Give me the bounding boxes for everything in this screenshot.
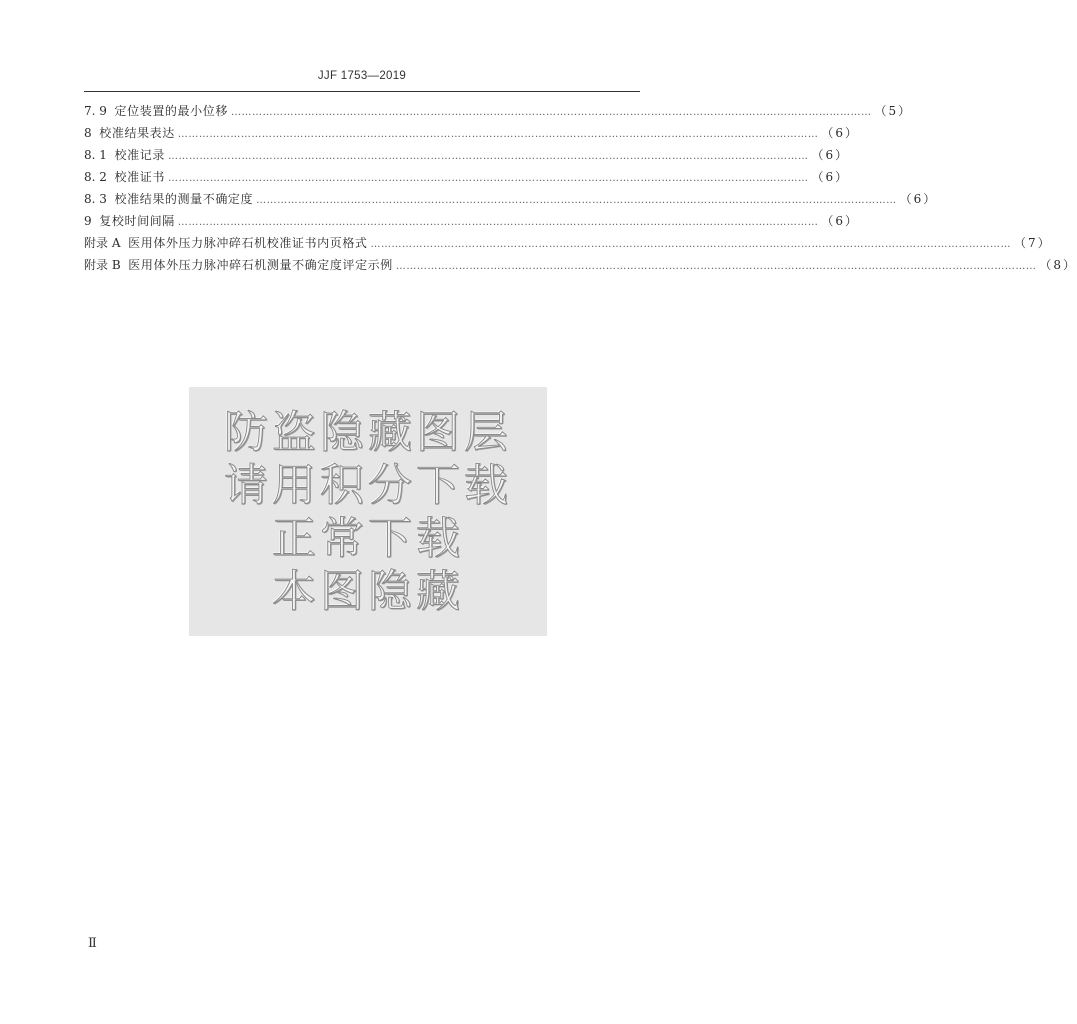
toc-entry-title: 医用体外压力脉冲碎石机测量不确定度评定示例 bbox=[128, 258, 393, 272]
toc-entry-number: 8 bbox=[84, 126, 100, 140]
toc-dot-leader: ………………………………………………………………………………………………………………………………………………………………… bbox=[256, 195, 897, 206]
toc-dot-leader: ………………………………………………………………………………………………………………………………………………………………… bbox=[177, 217, 819, 228]
toc-entry-title: 定位装置的最小位移 bbox=[114, 104, 228, 118]
toc-entry[interactable] bbox=[84, 188, 938, 210]
watermark-line: 防盗隐藏图层 bbox=[224, 406, 512, 458]
toc-entry-page: （6） bbox=[899, 192, 938, 206]
toc-entry-page: （6） bbox=[811, 148, 850, 162]
toc-entry-title: 医用体外压力脉冲碎石机校准证书内页格式 bbox=[128, 236, 368, 250]
toc-entry[interactable] bbox=[84, 210, 860, 232]
toc-entry-page: （6） bbox=[821, 126, 860, 140]
toc-entry-number: 8. 1 bbox=[84, 148, 115, 162]
toc-entry-page: （7） bbox=[1014, 236, 1052, 250]
toc-entry[interactable] bbox=[84, 122, 860, 144]
toc-entry-number: 附录 B bbox=[84, 258, 129, 272]
toc-entry[interactable] bbox=[84, 254, 1077, 276]
toc-dot-leader: ………………………………………………………………………………………………………………………………………………………………… bbox=[177, 129, 819, 140]
watermark-line: 本图隐藏 bbox=[272, 565, 464, 617]
toc-entry-page: （6） bbox=[821, 214, 860, 228]
toc-entry-page: （8） bbox=[1039, 258, 1077, 272]
toc-entry-title: 校准结果的测量不确定度 bbox=[114, 192, 254, 206]
toc-dot-leader: ………………………………………………………………………………………………………………………………………………………………… bbox=[167, 151, 809, 162]
toc-entry-number: 9 bbox=[84, 214, 100, 228]
toc-entry[interactable] bbox=[84, 100, 913, 122]
toc-dot-leader: ………………………………………………………………………………………………………………………………………………………………… bbox=[395, 261, 1037, 272]
toc-entry[interactable] bbox=[84, 232, 1052, 254]
toc-entry[interactable] bbox=[84, 144, 850, 166]
toc-entry-title: 校准证书 bbox=[114, 170, 165, 184]
watermark-line: 请用积分下载 bbox=[224, 459, 512, 511]
toc-entry-number: 8. 3 bbox=[84, 192, 115, 206]
toc-entry-number: 8. 2 bbox=[84, 170, 115, 184]
toc-entry-title: 校准结果表达 bbox=[99, 126, 175, 140]
toc-dot-leader: ………………………………………………………………………………………………………………………………………………………………… bbox=[167, 173, 809, 184]
document-code-header: JJF 1753—2019 bbox=[317, 70, 407, 82]
toc-entry-title: 校准记录 bbox=[114, 148, 165, 162]
table-of-contents bbox=[84, 100, 1077, 276]
toc-entry-page: （6） bbox=[811, 170, 850, 184]
toc-entry-page: （5） bbox=[874, 104, 913, 118]
toc-dot-leader: ………………………………………………………………………………………………………………………………………………………………… bbox=[370, 239, 1012, 250]
toc-entry-number: 附录 A bbox=[84, 236, 129, 250]
header-rule bbox=[84, 91, 640, 92]
toc-entry-number: 7. 9 bbox=[84, 104, 115, 118]
toc-entry-title: 复校时间间隔 bbox=[99, 214, 175, 228]
toc-entry[interactable] bbox=[84, 166, 850, 188]
watermark-line: 正常下载 bbox=[272, 512, 464, 564]
page-number: Ⅱ bbox=[88, 936, 97, 951]
watermark-overlay bbox=[189, 387, 547, 636]
toc-dot-leader: ………………………………………………………………………………………………………………………………………………………………… bbox=[230, 107, 872, 118]
